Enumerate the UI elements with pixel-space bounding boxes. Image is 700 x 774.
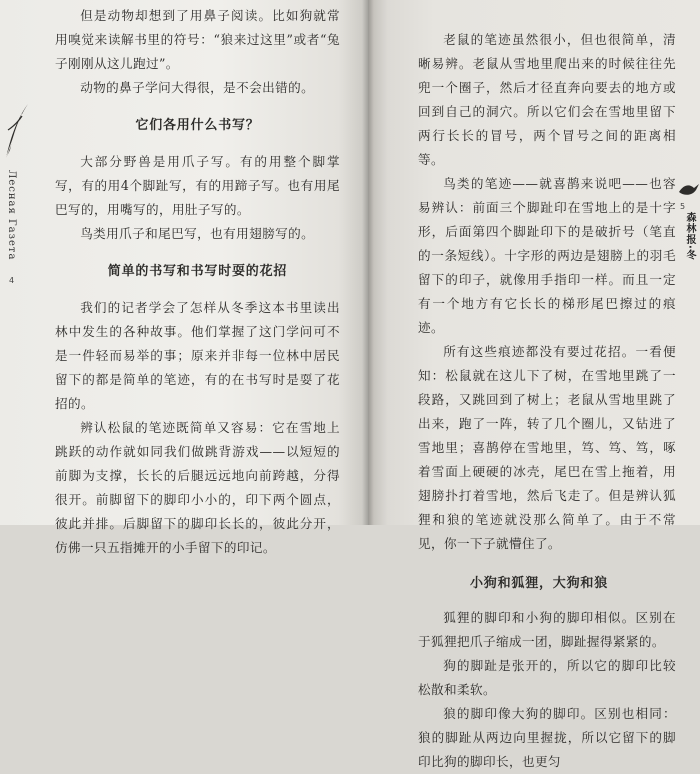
right-page-text (418, 28, 676, 774)
paragraph: 鸟类用爪子和尾巴写，也有用翅膀写的。 (80, 226, 315, 241)
left-page (0, 0, 368, 555)
paragraph: 辨认松鼠的笔迹既简单又容易：它在雪地上跳跃的动作就如同我们做跳背游戏——以短短的前脚为支撑，长长的后腿远远地向前跨越，分得很开。前脚留下的脚印小小的，印下两个圆点，彼此并排。后脚留下的脚印长长的，彼此分开，仿佛一只五指摊开的小手留下的印记。 (55, 420, 340, 555)
page-number: 5 (680, 202, 686, 211)
bird-icon (678, 180, 700, 200)
quill-feather-icon (2, 100, 30, 160)
right-page (368, 0, 700, 769)
section-heading: 小狗和狐狸，大狗和狼 (470, 576, 609, 591)
section-heading: 它们各用什么书写？ (135, 118, 260, 133)
left-page-text (55, 4, 340, 560)
right-side-marker (678, 180, 700, 300)
paragraph: 鸟类的笔迹——就喜鹊来说吧——也容易辨认：前面三个脚趾印在雪地上的是十字形，后面第四个脚趾印下的是破折号（笔直的一条短线）。十字形的两边是翅膀上的羽毛留下的印子，就像用手指印一样。而且一定有一个地方有它长长的梯形尾巴擦过的痕迹。 (418, 176, 676, 335)
side-masthead: 森林报·冬 (684, 212, 695, 261)
paragraph: 狗的脚趾是张开的，所以它的脚印比较松散和柔软。 (418, 658, 676, 697)
paragraph: 老鼠的笔迹虽然很小，但也很简单，清晰易辨。老鼠从雪地里爬出来的时候往往先兜一个圈子，然后才径直奔向要去的地方或回到自己的洞穴。所以它们会在雪地里留下两行长长的冒号，两个冒号之间的距离相等。 (418, 32, 676, 167)
paragraph: 所有这些痕迹都没有要过花招。一看便知：松鼠就在这儿下了树，在雪地里跳了一段路，又跳回到了树上；老鼠从雪地里跳了出来，跑了一阵，转了几个圈儿，又钻进了雪地里；喜鹊停在雪地里，笃、笃、笃，啄着雪面上硬硬的冰壳，尾巴在雪上拖着，用翅膀扑打着雪地，然后飞走了。但是辨认狐狸和狼的笔迹就没那么简单了。由于不常见，你一下子就懵住了。 (418, 344, 676, 551)
paragraph: 狼的脚印像大狗的脚印。区别也相同：狼的脚趾从两边向里握拢，所以它留下的脚印比狗的脚印长，也更匀 (418, 706, 676, 769)
paragraph: 我们的记者学会了怎样从冬季这本书里读出林中发生的各种故事。他们掌握了这门学问可不是一件轻而易举的事；原来并非每一位林中居民留下的都是简单的笔迹，有的在书写时是耍了花招的。 (55, 300, 340, 411)
paragraph: 狐狸的脚印和小狗的脚印相似。区别在于狐狸把爪子缩成一团，脚趾握得紧紧的。 (418, 610, 676, 649)
left-side-marker (2, 100, 28, 320)
book-gutter (362, 0, 374, 525)
section-heading: 简单的书写和书写时耍的花招 (107, 264, 288, 279)
paragraph: 动物的鼻子学问大得很，是不会出错的。 (80, 80, 315, 95)
paragraph: 但是动物却想到了用鼻子阅读。比如狗就常用嗅觉来读解书里的符号：“狼来过这里”或者“兔子刚刚从这儿跑过”。 (55, 8, 340, 71)
paragraph: 大部分野兽是用爪子写。有的用整个脚掌写，有的用4个脚趾写，有的用蹄子写。也有用尾巴写的，用嘴写的，用肚子写的。 (55, 154, 340, 217)
side-masthead: Лесная Газета (6, 170, 17, 261)
page-number: 4 (9, 276, 15, 285)
